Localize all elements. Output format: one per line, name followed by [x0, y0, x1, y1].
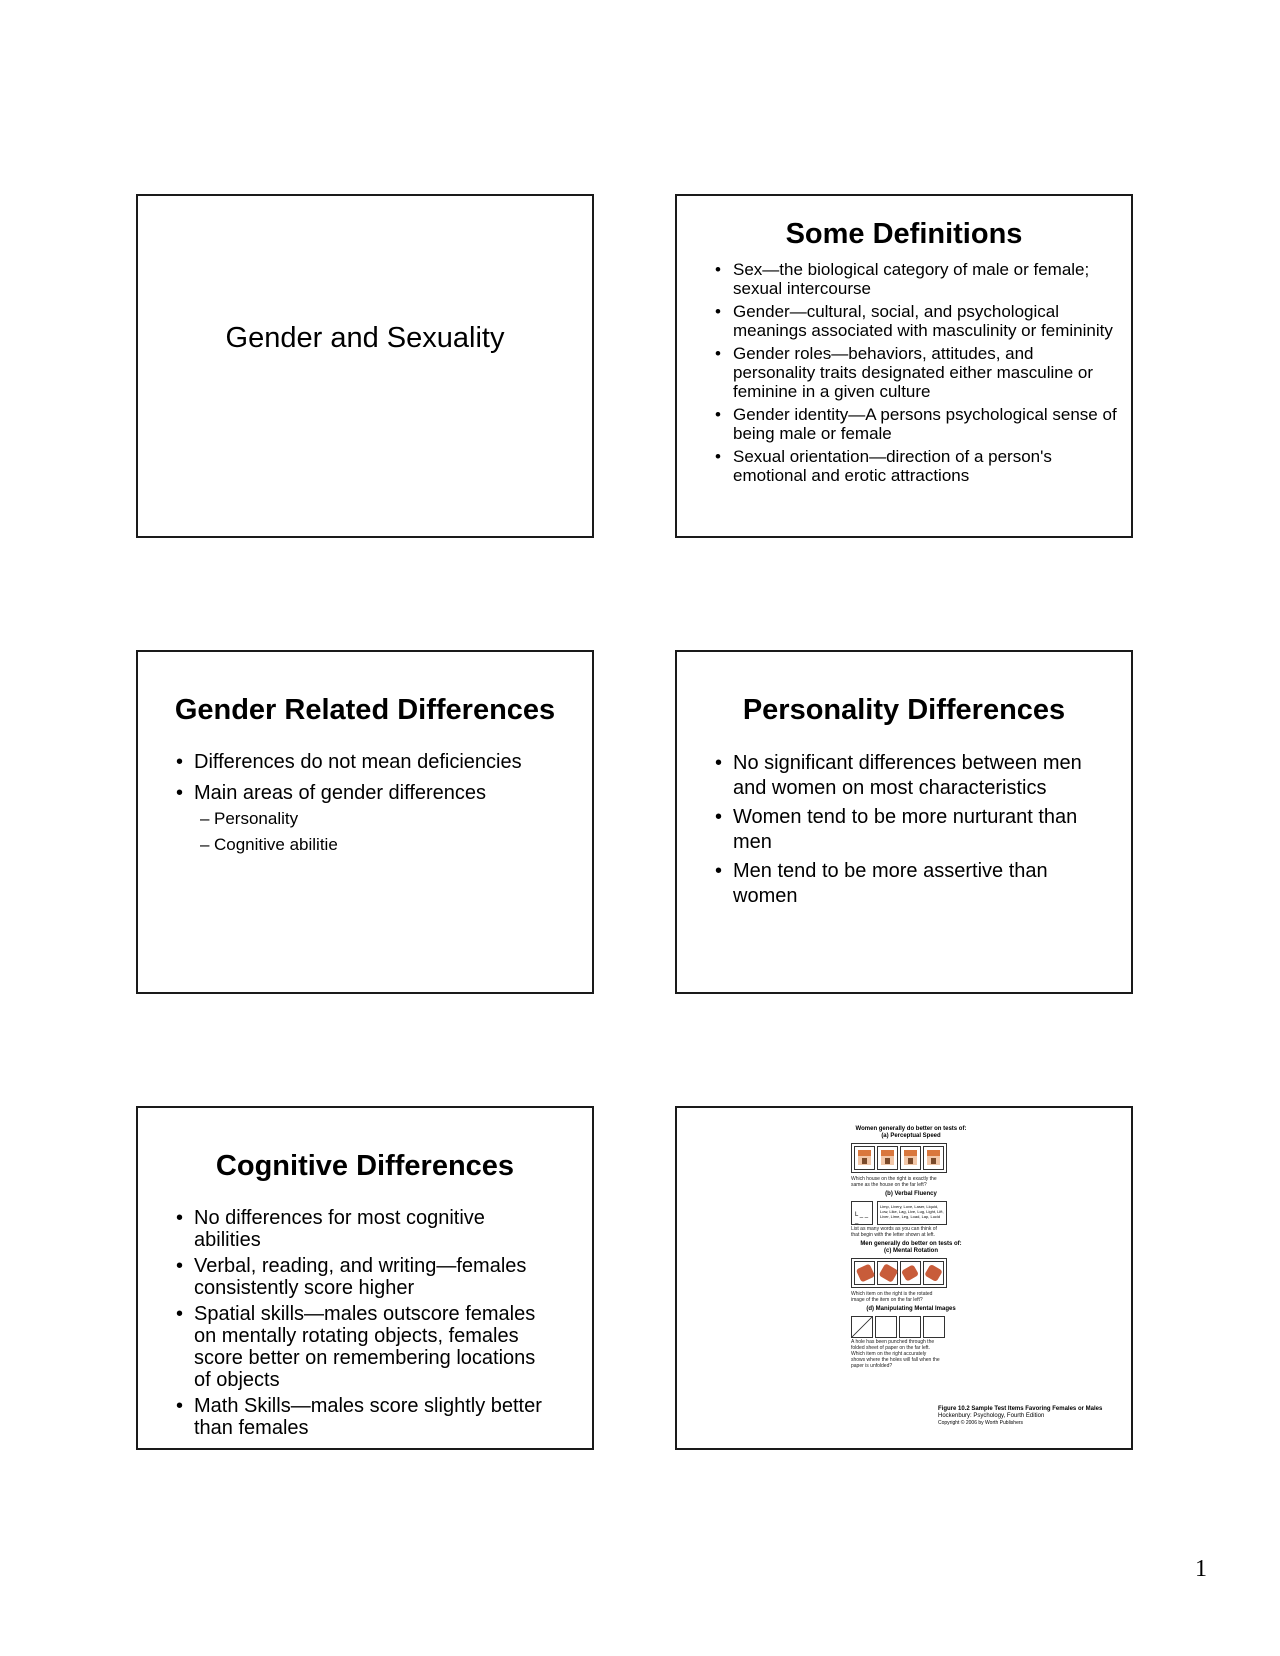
house-image	[900, 1146, 921, 1170]
men-heading: Men generally do better on tests of:	[860, 1241, 962, 1247]
bullet-text: Main areas of gender differences	[194, 782, 487, 804]
bullet-item: • Sexual orientation—direction of a person's emotional and erotic attractions	[733, 447, 1117, 485]
bullet-item: • No significant differences between men and women on most characteristics	[733, 751, 1101, 801]
bullet-item: • Women tend to be more nurturant than men	[733, 805, 1101, 855]
slide-title: Cognitive Differences	[215, 1150, 515, 1182]
figure-caption-title: Figure 10.2 Sample Test Items Favoring Females or Males	[938, 1406, 1103, 1412]
figure-caption-source: Hockenbury: Psychology, Fourth Edition	[938, 1413, 1045, 1419]
bullet-item: • Gender—cultural, social, and psychological meanings associated with masculinity or femininity	[733, 302, 1117, 340]
house-image	[923, 1146, 944, 1170]
bullet-item: • Sex—the biological category of male or female; sexual intercourse	[733, 260, 1117, 298]
figure-caption	[938, 1406, 1128, 1427]
mental-rotation-caption: Which item on the right is the rotated image of the item on the far left?	[851, 1291, 933, 1303]
rotated-shape-image	[877, 1261, 898, 1285]
slide-title: Gender and Sexuality	[225, 322, 505, 354]
paper-option-image	[899, 1316, 921, 1338]
house-image	[877, 1146, 898, 1170]
bullet-list	[194, 751, 572, 855]
paper-option-image	[875, 1316, 897, 1338]
slide-some-definitions	[675, 194, 1133, 538]
slide-gender-related-differences	[136, 650, 594, 994]
word-list: Limp, Livery, Love, Laser, Liquid, Low, Like, Lag, Live, Lug, Light, Lift, Liver, Lime, Leg, Load, Lap, Lucid	[877, 1201, 947, 1225]
bullet-item: • Gender roles—behaviors, attitudes, and personality traits designated either masculine or feminine in a given culture	[733, 344, 1117, 401]
perceptual-speed-heading: (a) Perceptual Speed	[881, 1133, 941, 1139]
mental-rotation-items	[851, 1258, 947, 1288]
bullet-item	[194, 782, 572, 855]
slide-gender-and-sexuality	[136, 194, 594, 538]
sub-bullet-item: – Personality	[214, 809, 572, 829]
slide-title: Personality Differences	[742, 694, 1066, 726]
sub-bullet-list	[214, 809, 572, 855]
bullet-list	[733, 751, 1101, 909]
mental-rotation-heading: (c) Mental Rotation	[884, 1248, 938, 1254]
rotated-shape-image	[923, 1261, 944, 1285]
verbal-fluency-items	[851, 1201, 1111, 1225]
sub-bullet-item: – Cognitive abilitie	[214, 835, 572, 855]
slide-title: Gender Related Differences	[174, 694, 556, 726]
slide-cognitive-differences	[136, 1106, 594, 1450]
letter-prompt: L _ _ _	[851, 1201, 873, 1225]
perceptual-speed-caption: Which house on the right is exactly the same as the house on the far left?	[851, 1176, 937, 1188]
perceptual-speed-items	[851, 1143, 947, 1173]
bullet-list	[733, 260, 1117, 485]
folded-paper-image	[851, 1316, 873, 1338]
paper-fold-items	[851, 1316, 1111, 1338]
bullet-item: • Verbal, reading, and writing—females consistently score higher	[194, 1255, 556, 1299]
figure-caption-copyright: Copyright © 2006 by Worth Publishers	[938, 1420, 1024, 1426]
rotated-shape-image	[854, 1261, 875, 1285]
rotated-shape-image	[900, 1261, 921, 1285]
paper-option-image	[923, 1316, 945, 1338]
mental-images-heading: (d) Manipulating Mental Images	[866, 1306, 956, 1312]
slide-figure-test-items	[675, 1106, 1133, 1450]
bullet-item: • Men tend to be more assertive than women	[733, 859, 1101, 909]
bullet-item: • Gender identity—A persons psychological sense of being male or female	[733, 405, 1117, 443]
page-number: 1	[1195, 1556, 1207, 1582]
slide-personality-differences	[675, 650, 1133, 994]
slide-title: Some Definitions	[785, 218, 1023, 250]
mental-images-caption: A hole has been punched through the folded sheet of paper on the far left. Which item on the right accurately shows where the holes will fall when the paper is unfolded?	[851, 1339, 940, 1369]
women-heading: Women generally do better on tests of:	[855, 1126, 967, 1132]
verbal-fluency-caption: List as many words as you can think of that begin with the letter shown at left.	[851, 1226, 937, 1238]
bullet-list	[194, 1207, 556, 1439]
test-items-figure	[851, 1126, 1111, 1372]
house-image	[854, 1146, 875, 1170]
bullet-item: • Differences do not mean deficiencies	[194, 751, 572, 774]
verbal-fluency-heading: (b) Verbal Fluency	[885, 1191, 937, 1197]
bullet-item: • No differences for most cognitive abilities	[194, 1207, 556, 1251]
bullet-item: • Spatial skills—males outscore females on mentally rotating objects, females score better on remembering locations of objects	[194, 1303, 556, 1391]
bullet-item: • Math Skills—males score slightly better than females	[194, 1395, 556, 1439]
